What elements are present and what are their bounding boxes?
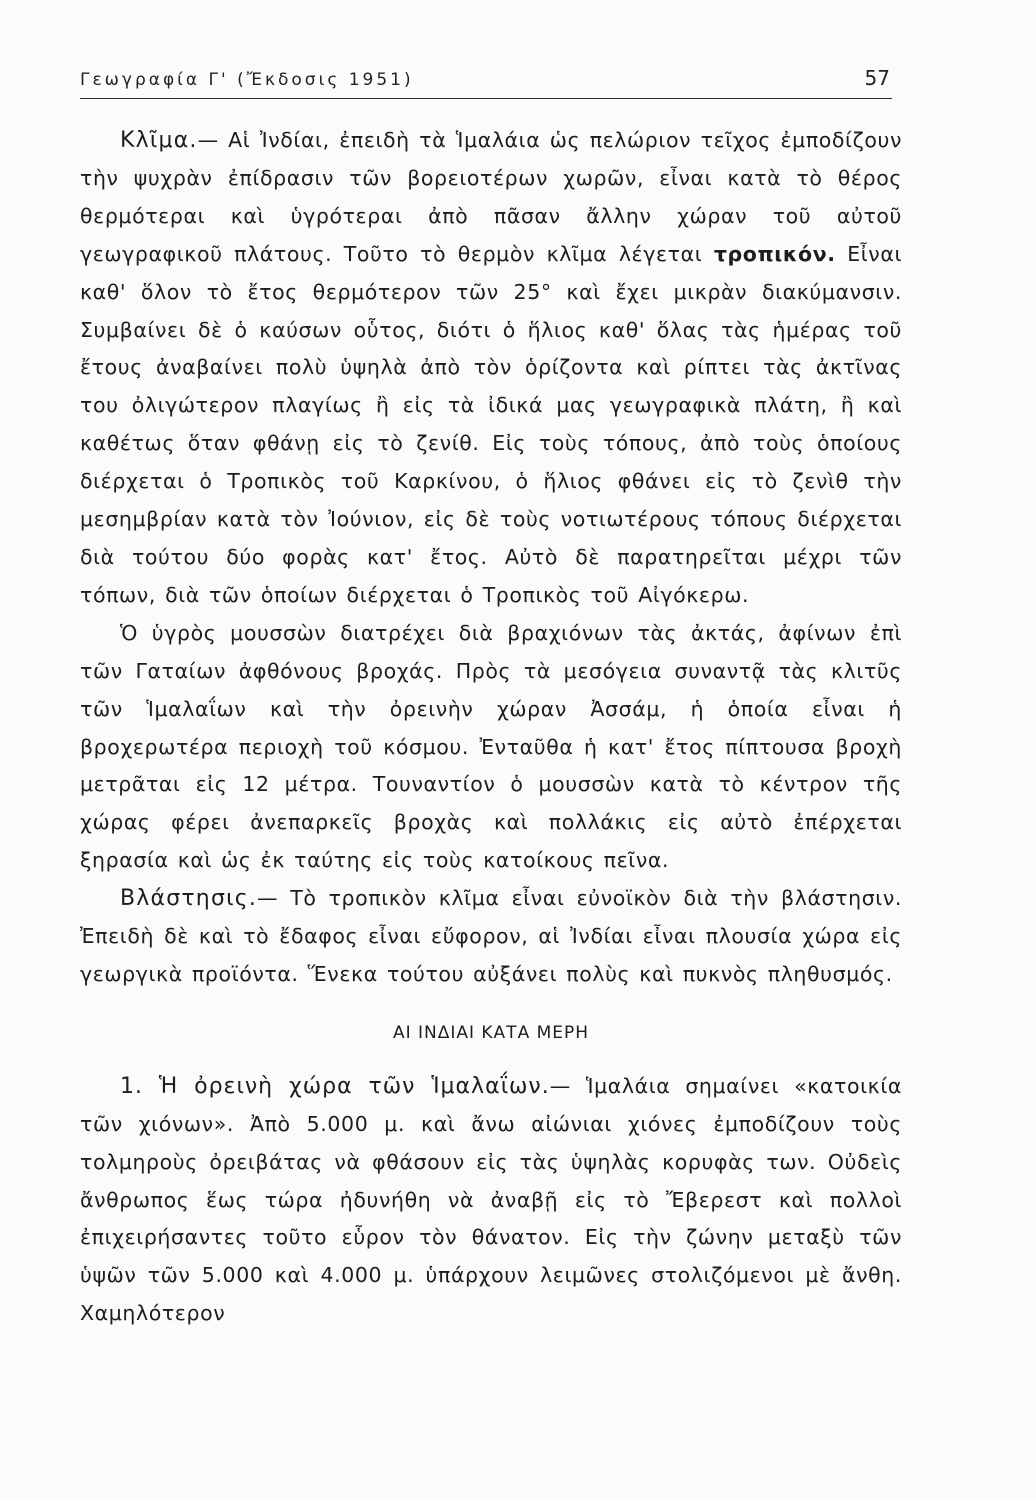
himalaya-heading: 1. Ἡ ὀρεινὴ χώρα τῶν Ἱμαλαΐων. — [120, 1073, 550, 1099]
climate-term: τροπικόν. — [713, 241, 836, 266]
himalaya-paragraph — [80, 1068, 902, 1333]
page-number: 57 — [864, 66, 890, 90]
running-header — [80, 66, 892, 99]
himalaya-text: — Ἱμαλάια σημαίνει «κατοικία τῶν χιόνων». Ἀπὸ 5.000 μ. καὶ ἄνω αἰώνιαι χιόνες ἐμποδίζουν τοὺς τολμηροὺς ὀρειβάτας νὰ φθάσουν εἰς τὰς ὑψηλὰς κορυφὰς των. Οὐδεὶς ἄνθρωπος ἕως τώρα ἠδυνήθη νὰ ἀναβῇ εἰς τὸ Ἔβερεστ καὶ πολλοὶ ἐπιχειρήσαντες τοῦτο εὗρον τὸν θάνατον. Εἰς τὴν ζώνην μεταξὺ τῶν ὑψῶν τῶν 5.000 καὶ 4.000 μ. ὑπάρχουν λειμῶνες στολιζόμενοι μὲ ἄνθη. Χαμηλότερον — [80, 1073, 902, 1326]
page-body — [80, 122, 902, 1333]
climate-text-after: Εἶναι καθ' ὅλον τὸ ἔτος θερμότερον τῶν 25° καὶ ἔχει μικρὰν διακύμανσιν. Συμβαίνει δὲ ὁ καύσων οὗτος, διότι ὁ ἥλιος καθ' ὅλας τὰς ἡμέρας τοῦ ἔτους ἀναβαίνει πολὺ ὑψηλὰ ἀπὸ τὸν ὁρίζοντα καὶ ρίπτει τὰς ἀκτῖνας του ὀλιγώτερον πλαγίως ἢ εἰς τὰ ἰδικά μας γεωγραφικὰ πλάτη, ἢ καὶ καθέτως ὅταν φθάνῃ εἰς τὸ ζενίθ. Εἰς τοὺς τόπους, ἀπὸ τοὺς ὁποίους διέρχεται ὁ Τροπικὸς τοῦ Καρκίνου, ὁ ἥλιος φθάνει εἰς τὸ ζενὶθ τὴν μεσημβρίαν κατὰ τὸν Ἰούνιον, εἰς δὲ τοὺς νοτιωτέρους τόπους διέρχεται διὰ τούτου δύο φορὰς κατ' ἔτος. Αὐτὸ δὲ παρατηρεῖται μέχρι τῶν τόπων, διὰ τῶν ὁποίων διέρχεται ὁ Τροπικὸς τοῦ Αἰγόκερω. — [80, 241, 903, 607]
climate-text: — Αἱ Ἰνδίαι, ἐπειδὴ τὰ Ἱμαλάια ὡς πελώριον τεῖχος ἐμποδίζουν τὴν ψυχρὰν ἐπίδρασιν τῶν βορειοτέρων χωρῶν, εἶναι κατὰ τὸ θέρος θερμότεραι καὶ ὑγρότεραι ἀπὸ πᾶσαν ἄλλην χώραν τοῦ αὐτοῦ γεωγραφικοῦ πλάτους. Τοῦτο τὸ θερμὸν κλῖμα λέγεται — [80, 128, 902, 266]
section-heading: ΑΙ ΙΝΔΙΑΙ ΚΑΤΑ ΜΕΡΗ — [392, 1022, 590, 1043]
vegetation-heading: Βλάστησις. — [120, 886, 258, 912]
vegetation-text: — Τὸ τροπικὸν κλῖμα εἶναι εὐνοϊκὸν διὰ τὴν βλάστησιν. Ἐπειδὴ δὲ καὶ τὸ ἔδαφος εἶναι εὔφορον, αἱ Ἰνδίαι εἶναι πλουσία χώρα εἰς γεωργικὰ προϊόντα. Ἕνεκα τούτου αὐξάνει πολὺς καὶ πυκνὸς πληθυσμός. — [80, 886, 902, 986]
climate-paragraph — [80, 122, 902, 615]
monsoon-text: Ὁ ὑγρὸς μουσσὼν διατρέχει διὰ βραχιόνων τὰς ἀκτάς, ἀφίνων ἐπὶ τῶν Γαταίων ἀφθόνους βροχάς. Πρὸς τὰ μεσόγεια συναντᾷ τὰς κλιτῦς τῶν Ἱμαλαΐων καὶ τὴν ὀρεινὴν χώραν Ἀσσάμ, ἡ ὁποία εἶναι ἡ βροχερωτέρα περιοχὴ τοῦ κόσμου. Ἐνταῦθα ἡ κατ' ἔτος πίπτουσα βροχὴ μετρᾶται εἰς 12 μέτρα. Τουναντίον ὁ μουσσὼν κατὰ τὸ κέντρον τῆς χώρας φέρει ἀνεπαρκεῖς βροχὰς καὶ πολλάκις εἰς αὐτὸ ἐπέρχεται ξηρασία καὶ ὡς ἐκ ταύτης εἰς τοὺς κατοίκους πεῖνα. — [80, 620, 902, 873]
monsoon-paragraph — [80, 615, 902, 880]
header-title: Γεωγραφία Γ' (Ἔκδοσις 1951) — [80, 70, 414, 90]
vegetation-paragraph — [80, 880, 902, 994]
climate-heading: Κλῖμα. — [120, 128, 198, 153]
